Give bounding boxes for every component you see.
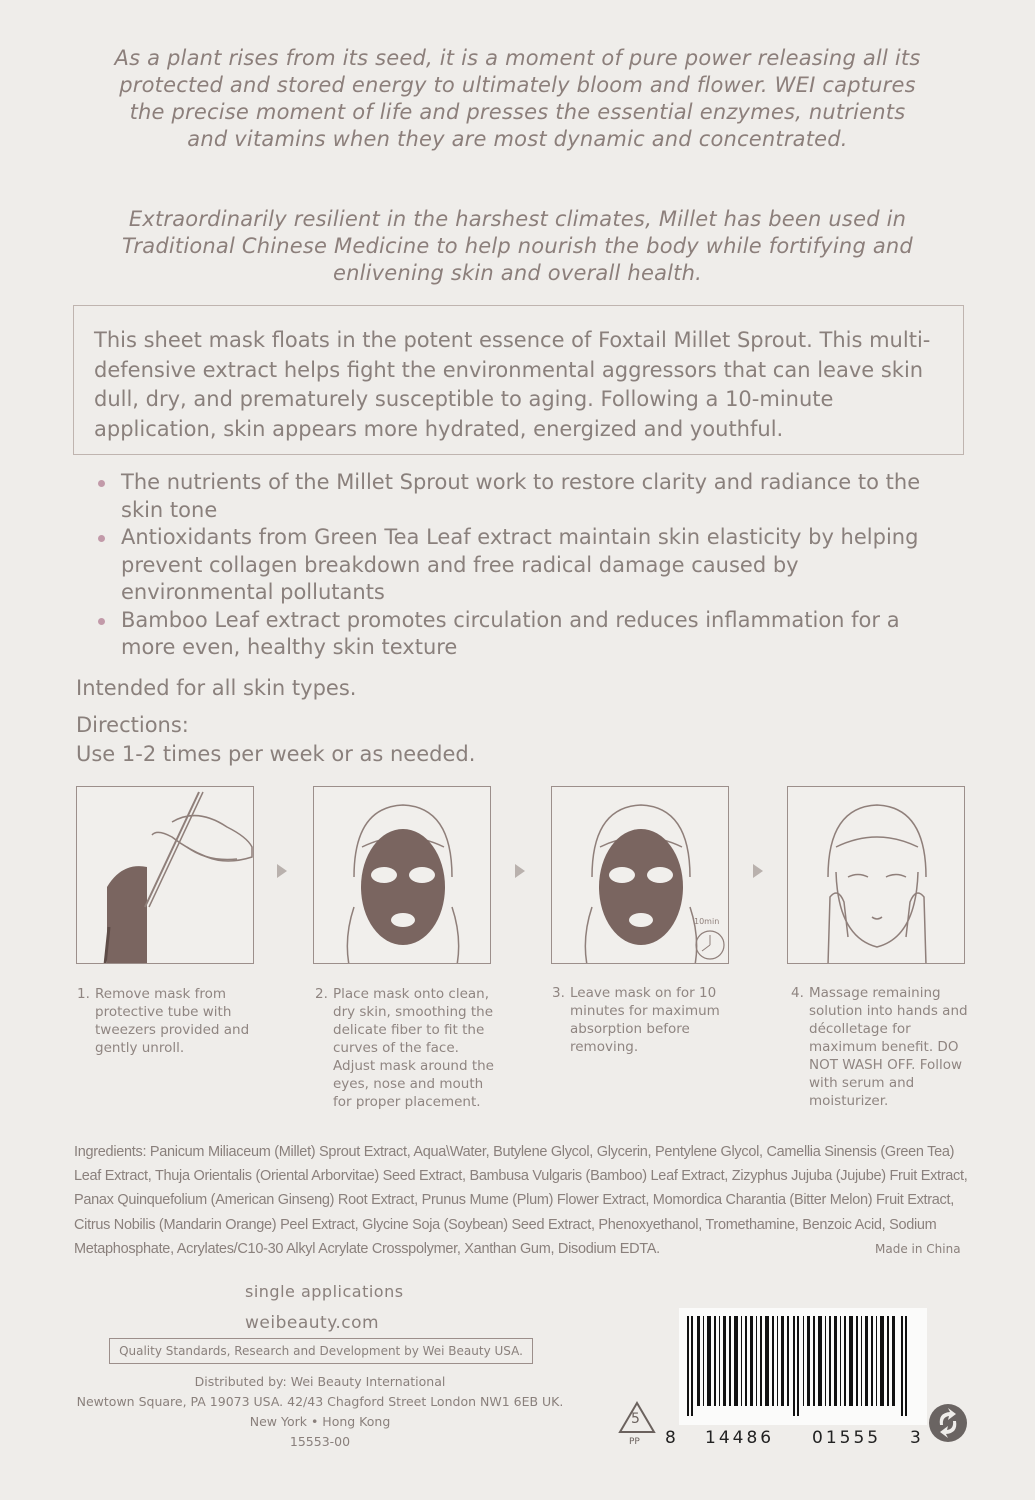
barcode-last-digit: 3	[910, 1428, 921, 1448]
skin-types: Intended for all skin types.	[76, 676, 357, 700]
step-2-caption: 2. Place mask onto clean, dry skin, smoothing the delicate fiber to fit the curves of the face. Adjust mask around the eyes, nose and mouth for proper placement.	[315, 986, 494, 1110]
distributor-line-4: 15553-00	[289, 1434, 351, 1449]
made-in: Made in China	[875, 1242, 961, 1256]
step-2-illustration	[313, 786, 491, 964]
recycle-pp-icon	[617, 1400, 657, 1448]
recycle-code: PP	[629, 1437, 640, 1447]
step-3-caption: 3. Leave mask on for 10 minutes for maximum absorption before removing.	[552, 985, 720, 1055]
directions-frequency: Use 1-2 times per week or as needed.	[76, 742, 476, 766]
benefit-item: Antioxidants from Green Tea Leaf extract maintain skin elasticity by helping prevent collagen breakdown and free radical damage caused by environmental pollutants	[98, 524, 938, 607]
website: weibeauty.com	[245, 1313, 380, 1333]
description-text: This sheet mask floats in the potent essence of Foxtail Millet Sprout. This multi-defensive extract helps fight the environmental aggressors that can leave skin dull, dry, and prematurely susceptible to aging. Following a 10-minute application, skin appears more hydrated, energized and youthful.	[94, 328, 931, 441]
distributor-line-3: New York • Hong Kong	[249, 1414, 391, 1429]
step-1-illustration	[76, 786, 254, 964]
step-4-illustration	[787, 786, 965, 964]
arrow-right-icon	[515, 864, 525, 878]
description-box	[73, 305, 964, 455]
ingredients-list: Ingredients: Panicum Miliaceum (Millet) Sprout Extract, Aqua\Water, Butylene Glycol, Glycerin, Pentylene Glycol, Camellia Sinensis (Green Tea) Leaf Extract, Thuja Orientalis (Oriental Arborvitae) Seed Extract, Bambusa Vulgaris (Bamboo) Leaf Extract, Zizyphus Jujuba (Jujube) Fruit Extract, Panax Quinquefolium (American Ginseng) Root Extract, Prunus Mume (Plum) Flower Extract, Momordica Charantia (Bitter Melon) Fruit Extract, Citrus Nobilis (Mandarin Orange) Peel Extract, Glycine Soja (Soybean) Seed Extract, Phenoxyethanol, Tromethamine, Benzoic Acid, Sodium Metaphosphate, Acrylates/C10-30 Alkyl Acrylate Crosspolymer, Xanthan Gum, Disodium EDTA.	[74, 1144, 968, 1257]
bullet-dot-icon	[98, 535, 105, 542]
timer-label: 10min	[694, 917, 720, 926]
directions-heading: Directions:	[76, 713, 189, 737]
step-3-illustration	[551, 786, 729, 964]
benefit-item: Bamboo Leaf extract promotes circulation and reduces inflammation for a more even, healthy skin texture	[98, 607, 938, 662]
barcode	[679, 1308, 927, 1425]
benefit-item: The nutrients of the Millet Sprout work to restore clarity and radiance to the skin tone	[98, 469, 938, 524]
barcode-bars	[679, 1308, 927, 1425]
step-4-caption: 4. Massage remaining solution into hands and décolletage for maximum benefit. DO NOT WASH OFF. Follow with serum and moisturizer.	[791, 985, 968, 1109]
bullet-dot-icon	[98, 618, 105, 625]
barcode-right-group: 01555	[812, 1428, 882, 1448]
benefits-list	[98, 469, 938, 662]
distributor-line-2: Newtown Square, PA 19073 USA. 42/43 Chagford Street London NW1 6EB UK.	[76, 1394, 564, 1409]
step-1-caption: 1. Remove mask from protective tube with tweezers provided and gently unroll.	[77, 986, 250, 1056]
intro-paragraph-2: Extraordinarily resilient in the harshest climates, Millet has been used in Traditional Chinese Medicine to help nourish the body while fortifying and enlivening skin and overall health.	[122, 207, 913, 285]
intro-paragraph-1: As a plant rises from its seed, it is a moment of pure power releasing all its protected and stored energy to ultimately bloom and flower. WEI captures the precise moment of life and presses the essential enzymes, nutrients and vitamins when they are most dynamic and concentrated.	[114, 46, 921, 151]
arrow-right-icon	[753, 864, 763, 878]
distributor-line-1: Distributed by: Wei Beauty International	[194, 1374, 446, 1389]
barcode-first-digit: 8	[665, 1428, 676, 1448]
single-applications: single applications	[245, 1282, 404, 1301]
green-dot-icon	[928, 1403, 968, 1447]
bullet-dot-icon	[98, 480, 105, 487]
recycle-number: 5	[631, 1411, 640, 1427]
quality-note: Quality Standards, Research and Development by Wei Beauty USA.	[109, 1338, 533, 1364]
barcode-left-group: 14486	[705, 1428, 775, 1448]
arrow-right-icon	[277, 864, 287, 878]
